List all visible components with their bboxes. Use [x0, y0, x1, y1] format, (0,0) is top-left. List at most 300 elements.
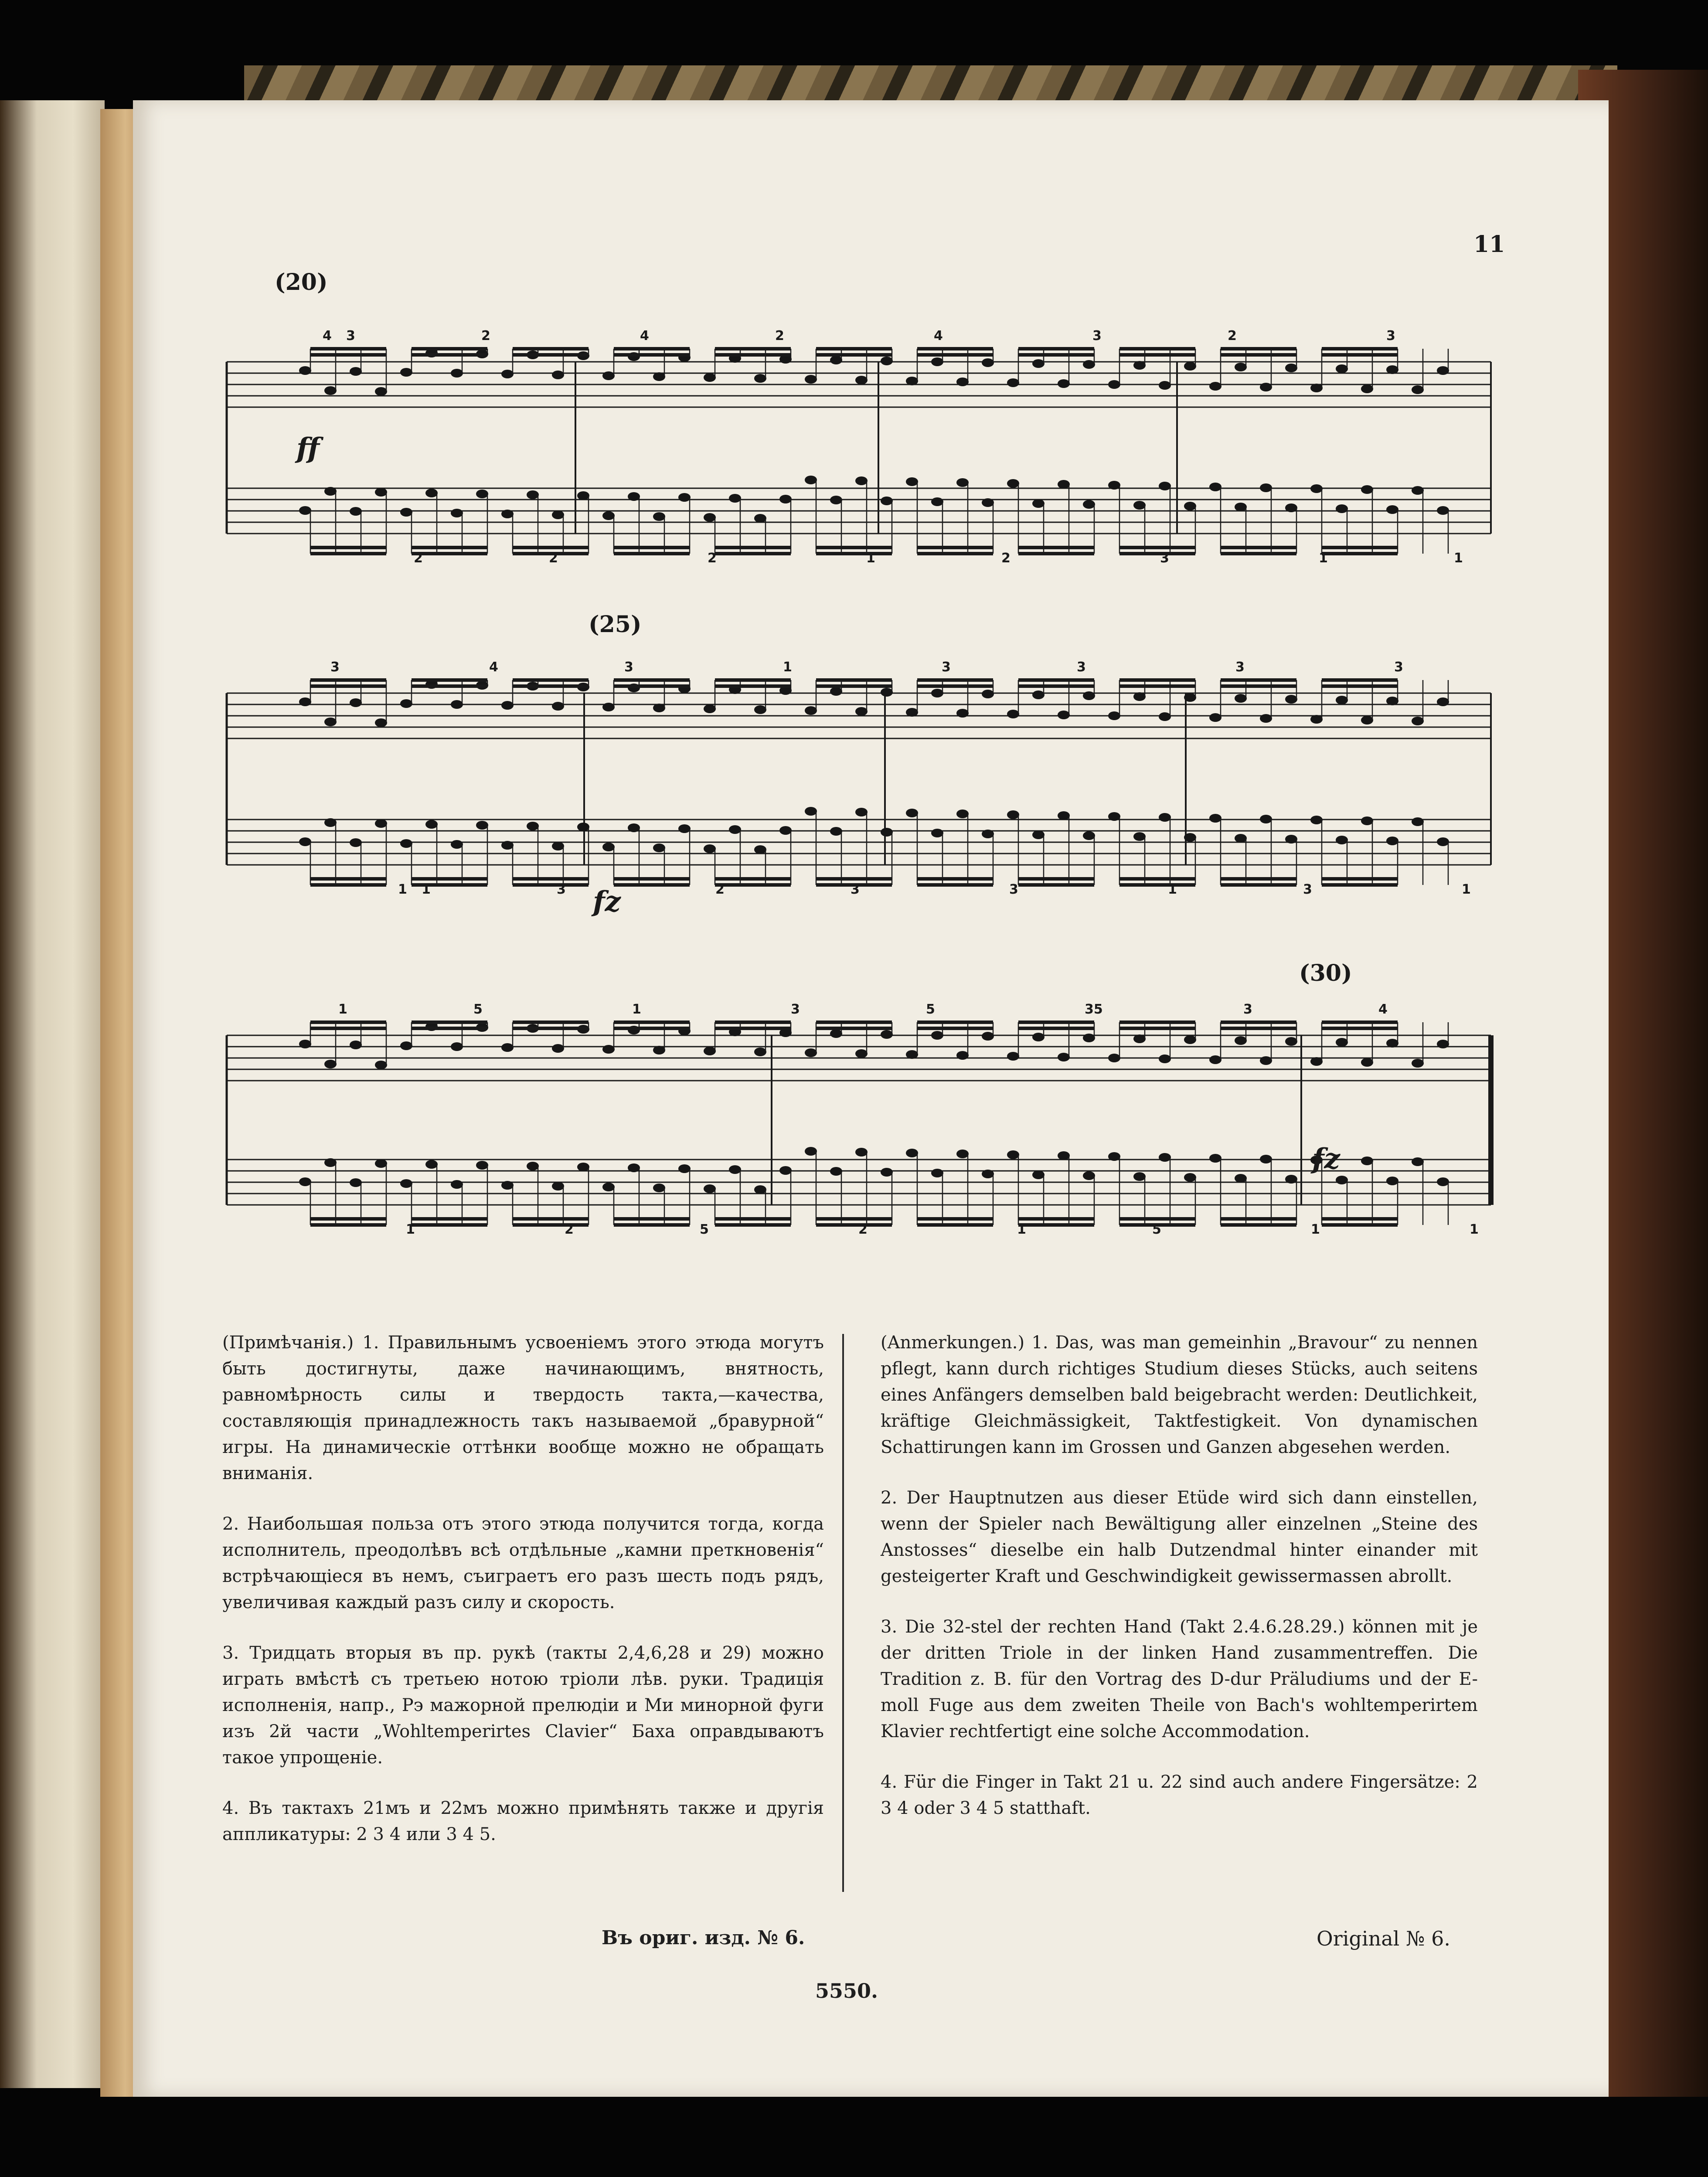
note-head: [552, 371, 564, 379]
note-head: [1260, 714, 1272, 723]
note-head: [602, 703, 615, 711]
note-head: [855, 707, 868, 716]
note-head: [1058, 711, 1070, 719]
note-head: [1235, 834, 1247, 843]
note-head: [1310, 1057, 1323, 1066]
note-head: [375, 819, 387, 828]
note-head: [805, 375, 817, 384]
note-head: [552, 842, 564, 850]
note-head: [1412, 385, 1424, 394]
note-head: [1032, 1033, 1045, 1041]
note-head: [425, 820, 438, 829]
measure-number-20: (20): [275, 269, 328, 296]
fingering-number: 5: [473, 1002, 483, 1017]
fingering-number: 2: [858, 1222, 868, 1237]
note-head: [855, 476, 868, 485]
note-head: [1058, 379, 1070, 388]
note-de-2: 2. Der Hauptnutzen aus dieser Etüde wird sich dann einstellen, wenn der Spieler nach Bewältigung aller einzelnen „Steine des Anstosses“ dieselbe ein halb Dutzendmal hinter einander mit gesteigerter Kraft und Geschwindigkeit gewissermassen abrollt.: [881, 1488, 1478, 1586]
note-head: [375, 387, 387, 396]
note-head: [805, 476, 817, 484]
note-head: [678, 824, 691, 833]
note-head: [1083, 1171, 1095, 1180]
note-de-4: 4. Für die Finger in Takt 21 u. 22 sind auch andere Fingersätze: 2 3 4 oder 3 4 5 statthaft.: [881, 1772, 1478, 1818]
note-head: [779, 826, 792, 835]
note-head: [1260, 1155, 1272, 1163]
note-head: [704, 373, 716, 382]
note-head: [1083, 831, 1095, 840]
note-head: [881, 497, 893, 505]
fingering-number: 4: [323, 328, 332, 344]
measure-number-30: (30): [1299, 960, 1352, 986]
note-head: [375, 718, 387, 727]
note-head: [602, 1045, 615, 1054]
note-head: [855, 808, 868, 816]
note-head: [956, 378, 969, 386]
note-head: [881, 1168, 893, 1177]
note-head: [577, 823, 589, 831]
fingering-number: 5: [700, 1222, 709, 1237]
note-head: [1235, 1174, 1247, 1183]
fingering-number: 3: [1386, 328, 1395, 344]
note-head: [704, 844, 716, 853]
note-head: [1260, 1056, 1272, 1065]
note-head: [1058, 1151, 1070, 1160]
note-head: [653, 844, 665, 852]
note-head: [451, 840, 463, 849]
note-head: [451, 1180, 463, 1189]
note-head: [956, 1150, 969, 1158]
note-head: [602, 511, 615, 520]
note-head: [1235, 363, 1247, 371]
note-head: [1159, 1054, 1171, 1063]
note-head: [628, 823, 640, 832]
note-head: [982, 690, 994, 698]
fingering-number: 1: [1462, 882, 1471, 897]
fingering-number: 35: [1085, 1002, 1103, 1017]
fingering-number: 1: [422, 882, 431, 897]
note-head: [324, 1158, 337, 1167]
fingering-number: 1: [1017, 1222, 1026, 1237]
note-head: [1083, 360, 1095, 369]
note-head: [1386, 697, 1398, 705]
note-head: [375, 1061, 387, 1069]
fingering-number: 1: [406, 1222, 415, 1237]
note-head: [577, 1163, 589, 1171]
note-head: [729, 494, 741, 503]
note-head: [956, 478, 969, 487]
note-head: [1412, 717, 1424, 725]
note-head: [1133, 501, 1146, 510]
staff-lines: [227, 362, 1491, 1205]
fingering-number: 3: [1092, 328, 1102, 344]
note-head: [1159, 482, 1171, 490]
note-head: [1108, 812, 1120, 821]
fingering-number: 3: [1394, 660, 1403, 675]
note-head: [501, 370, 514, 378]
note-head: [1437, 1177, 1449, 1186]
note-head: [754, 1185, 766, 1194]
note-head: [1437, 506, 1449, 515]
note-head: [931, 357, 943, 366]
note-head: [881, 357, 893, 365]
note-head: [1133, 692, 1146, 701]
note-head: [1285, 1037, 1297, 1046]
note-head: [1386, 837, 1398, 845]
note-head: [1412, 1059, 1424, 1068]
fingering-number: 2: [1228, 328, 1237, 344]
note-head: [881, 828, 893, 837]
fingering-number: 3: [1235, 660, 1245, 675]
note-head: [324, 1060, 337, 1068]
note-head: [779, 495, 792, 503]
note-head: [1159, 381, 1171, 390]
note-head: [678, 493, 691, 502]
note-head: [1209, 1055, 1221, 1064]
note-head: [451, 369, 463, 378]
note-head: [1310, 816, 1323, 824]
fingering-number: 3: [791, 1002, 800, 1017]
note-head: [1437, 837, 1449, 846]
note-head: [1336, 504, 1348, 513]
note-head: [501, 841, 514, 850]
note-head: [704, 704, 716, 713]
note-head: [1108, 481, 1120, 490]
note-head: [754, 845, 766, 854]
note-head: [1336, 364, 1348, 373]
note-head: [1133, 1172, 1146, 1181]
note-head: [729, 1165, 741, 1174]
fingering-number: 1: [338, 1002, 347, 1017]
note-head: [1412, 486, 1424, 495]
note-head: [1361, 816, 1373, 825]
note-head: [1184, 1035, 1196, 1044]
fingering-number: 4: [934, 328, 943, 344]
note-head: [400, 839, 412, 848]
note-head: [855, 376, 868, 384]
note-head: [400, 699, 412, 708]
fingering-number: 3: [330, 660, 340, 675]
note-head: [906, 708, 918, 717]
note-head: [1007, 479, 1019, 488]
note-head: [982, 358, 994, 367]
note-head: [1184, 502, 1196, 510]
note-head: [1336, 696, 1348, 704]
fingering-number: 1: [632, 1002, 641, 1017]
fingering-number: 2: [549, 551, 558, 566]
note-head: [501, 1181, 514, 1190]
fingering-number: 2: [775, 328, 784, 344]
note-head: [1184, 1173, 1196, 1182]
note-head: [1361, 716, 1373, 725]
note-head: [552, 702, 564, 711]
note-head: [1007, 1052, 1019, 1061]
note-head: [653, 704, 665, 712]
note-head: [299, 366, 311, 375]
note-head: [501, 510, 514, 518]
note-head: [931, 497, 943, 506]
note-head: [324, 718, 337, 726]
fingering-number: 4: [489, 660, 498, 675]
note-head: [577, 491, 589, 500]
note-head: [425, 489, 438, 497]
note-head: [931, 689, 943, 697]
note-head: [1361, 384, 1373, 393]
note-head: [830, 1167, 842, 1176]
note-head: [1336, 1176, 1348, 1184]
notes-russian: [222, 1330, 824, 1872]
note-head: [1007, 710, 1019, 718]
note-head: [1159, 1153, 1171, 1162]
note-head: [350, 838, 362, 847]
note-head: [324, 487, 337, 496]
note-head: [476, 1161, 488, 1170]
note-head: [1007, 810, 1019, 819]
note-head: [653, 1184, 665, 1192]
note-head: [1437, 697, 1449, 706]
note-head: [1184, 362, 1196, 371]
note-head: [1260, 815, 1272, 823]
fingering-number: 4: [640, 328, 649, 344]
note-head: [1108, 1054, 1120, 1062]
note-head: [1260, 383, 1272, 391]
note-head: [1108, 1152, 1120, 1161]
note-head: [653, 512, 665, 521]
note-head: [906, 1050, 918, 1059]
note-head: [1209, 713, 1221, 722]
note-head: [628, 492, 640, 501]
note-head: [805, 1147, 817, 1156]
note-head: [1209, 382, 1221, 391]
note-head: [1058, 1053, 1070, 1061]
footer-original-edition-ru: Въ ориг. изд. № 6.: [602, 1927, 805, 1949]
fingering-number: 2: [565, 1222, 574, 1237]
note-head: [324, 818, 337, 827]
note-head: [1437, 366, 1449, 375]
note-head: [350, 1178, 362, 1187]
note-head: [704, 1047, 716, 1055]
note-head: [1386, 505, 1398, 514]
note-head: [299, 1040, 311, 1048]
note-head: [552, 1044, 564, 1053]
fingering-number: 3: [1303, 882, 1312, 897]
note-head: [1361, 1157, 1373, 1165]
fingering-number: 1: [398, 882, 407, 897]
note-head: [982, 1170, 994, 1178]
note-head: [1032, 359, 1045, 368]
note-head: [375, 488, 387, 497]
fingering-number: 2: [1001, 551, 1011, 566]
note-head: [704, 513, 716, 522]
note-head: [1235, 1036, 1247, 1045]
note-head: [1412, 1157, 1424, 1166]
note-head: [1032, 830, 1045, 839]
note-head: [400, 508, 412, 517]
fingering-number: 1: [1311, 1222, 1320, 1237]
note-head: [1285, 695, 1297, 704]
note-head: [451, 700, 463, 709]
note-head: [830, 827, 842, 836]
note-head: [931, 829, 943, 837]
note-head: [805, 1048, 817, 1057]
fingering-number: 1: [1168, 882, 1177, 897]
note-head: [1032, 499, 1045, 508]
note-head: [1386, 365, 1398, 374]
measure-number-25: (25): [589, 611, 642, 638]
note-head: [754, 1048, 766, 1056]
note-head: [1083, 1034, 1095, 1042]
note-head: [653, 1046, 665, 1054]
note-head: [527, 1162, 539, 1170]
note-head: [552, 510, 564, 519]
note-head: [1007, 378, 1019, 387]
note-head: [425, 1160, 438, 1169]
note-de-1: (Anmerkungen.) 1. Das, was man gemeinhin „Bravour“ zu nennen pflegt, kann durch richtiges Studium dieses Stücks, auch seitens eines Anfängers demselben bald beigebracht werden: Deutlichkeit, kräftige Gleichmässigkeit, Taktfestigkeit. Von dynamischen Schattirungen kann im Grossen und Ganzen abgesehen werden.: [881, 1333, 1478, 1457]
note-head: [805, 706, 817, 715]
note-head: [1437, 1040, 1449, 1048]
note-head: [299, 1177, 311, 1186]
note-head: [982, 498, 994, 507]
fingering-number: 1: [1454, 551, 1463, 566]
note-head: [1159, 813, 1171, 822]
note-head: [855, 1148, 868, 1157]
note-head: [1083, 500, 1095, 509]
note-head: [956, 810, 969, 818]
note-head: [881, 688, 893, 697]
note-ru-2: 2. Наибольшая польза отъ этого этюда получится тогда, когда исполнитель, преодолѣвъ всѣ отдѣльные „камни преткновенія“ встрѣчающіеся въ немъ, съиграетъ его разъ шесть подъ рядъ, увеличивая каждый разъ силу и скорость.: [222, 1514, 824, 1612]
fingering-number: 3: [346, 328, 355, 344]
note-head: [1058, 480, 1070, 489]
note-head: [299, 506, 311, 515]
note-head: [1159, 712, 1171, 721]
note-head: [906, 377, 918, 385]
footer-original-edition-de: Original № 6.: [1317, 1927, 1450, 1950]
note-heads: [299, 349, 1449, 1225]
note-head: [982, 830, 994, 838]
note-head: [602, 1183, 615, 1191]
note-head: [1058, 811, 1070, 820]
note-head: [1133, 361, 1146, 370]
fingering-number: 3: [1243, 1002, 1252, 1017]
note-head: [956, 709, 969, 718]
note-head: [1108, 380, 1120, 389]
note-head: [1260, 483, 1272, 492]
note-head: [628, 1163, 640, 1172]
note-head: [678, 1164, 691, 1173]
page-number: 11: [1473, 231, 1505, 258]
note-head: [1386, 1039, 1398, 1048]
note-head: [931, 1031, 943, 1040]
note-head: [1184, 693, 1196, 702]
fingering-number: 1: [866, 551, 875, 566]
note-head: [476, 490, 488, 498]
fingering-number: 4: [1378, 1002, 1388, 1017]
fingering-number: 3: [1009, 882, 1018, 897]
note-head: [527, 822, 539, 830]
fingering-numbers: [323, 328, 1479, 1237]
note-head: [1184, 833, 1196, 842]
note-head: [931, 1169, 943, 1177]
note-head: [1133, 1034, 1146, 1043]
note-ru-1: (Примѣчанія.) 1. Правильнымъ усвоеніемъ этого этюда могутъ быть достигнуты, даже начинающимъ, внятность, равномѣрность силы и твердость такта,—качества, составляющія принадлежность такъ называемой „бравурной“ игры. На динамическіе оттѣнки вообще можно не обращать вниманія.: [222, 1333, 824, 1483]
fingering-number: 3: [624, 660, 633, 675]
note-head: [501, 1043, 514, 1052]
note-head: [602, 371, 615, 380]
fingering-number: 2: [414, 551, 423, 566]
note-head: [855, 1049, 868, 1058]
note-head: [830, 687, 842, 696]
fingering-number: 2: [708, 551, 717, 566]
note-head: [1285, 835, 1297, 844]
note-head: [1386, 1177, 1398, 1185]
note-head: [1310, 384, 1323, 392]
dynamic-ff: ff: [296, 432, 320, 465]
note-head: [704, 1184, 716, 1193]
note-head: [299, 697, 311, 706]
note-head: [350, 698, 362, 707]
note-head: [602, 843, 615, 851]
fingering-number: 2: [481, 328, 490, 344]
note-head: [350, 367, 362, 376]
note-head: [350, 507, 362, 516]
note-head: [881, 1030, 893, 1039]
note-head: [375, 1159, 387, 1168]
note-head: [805, 807, 817, 816]
note-head: [400, 368, 412, 377]
note-head: [400, 1179, 412, 1188]
note-head: [1209, 1154, 1221, 1163]
note-head: [830, 1029, 842, 1038]
note-head: [1235, 694, 1247, 703]
note-head: [1007, 1150, 1019, 1159]
dynamic-fz-1: fz: [593, 885, 621, 918]
note-head: [400, 1041, 412, 1050]
note-head: [956, 1051, 969, 1060]
fingering-number: 3: [851, 882, 860, 897]
note-head: [527, 490, 539, 499]
fingering-number: 3: [1077, 660, 1086, 675]
note-head: [754, 705, 766, 714]
note-head: [906, 1149, 918, 1157]
note-head: [1285, 364, 1297, 372]
note-head: [1032, 691, 1045, 699]
note-head: [1361, 485, 1373, 494]
note-head: [1083, 691, 1095, 700]
fingering-number: 3: [942, 660, 951, 675]
note-head: [1412, 817, 1424, 826]
note-head: [1310, 715, 1323, 724]
note-head: [552, 1182, 564, 1191]
note-head: [830, 356, 842, 364]
notes-german: [881, 1330, 1478, 1846]
fingering-number: 1: [1319, 551, 1328, 566]
note-head: [451, 509, 463, 517]
fingering-number: 3: [1160, 551, 1169, 566]
fingering-number: 5: [1152, 1222, 1161, 1237]
note-head: [1336, 836, 1348, 844]
note-head: [299, 837, 311, 846]
note-head: [1209, 483, 1221, 491]
note-ru-4: 4. Въ тактахъ 21мъ и 22мъ можно примѣнять также и другія аппликатуры: 2 3 4 или 3 4 5.: [222, 1798, 824, 1844]
note-head: [1285, 1175, 1297, 1184]
note-head: [830, 496, 842, 504]
note-head: [1336, 1038, 1348, 1047]
note-head: [1133, 832, 1146, 841]
note-head: [1361, 1058, 1373, 1067]
note-ru-3: 3. Тридцать вторыя въ пр. рукѣ (такты 2,4,6,28 и 29) можно играть вмѣстѣ съ третьею нотою тріоли лѣв. руки. Традиція исполненія, напр., Рэ мажорной прелюдіи и Ми минорной фуги изъ 2й части „Wohltemperirtes Clavier“ Баха оправдываютъ такое упрощеніе.: [222, 1643, 824, 1768]
note-de-3: 3. Die 32-stel der rechten Hand (Takt 2.4.6.28.29.) können mit je der dritten Triole in der linken Hand zusammentreffen. Die Tradition z. B. für den Vortrag des D-dur Präludiums und der E-moll Fuge aus dem zweiten Theile von Bach's wohltemperirtem Klavier rechtfertigt eine solche Accommodation.: [881, 1617, 1478, 1742]
note-head: [476, 821, 488, 830]
note-head: [1235, 503, 1247, 511]
